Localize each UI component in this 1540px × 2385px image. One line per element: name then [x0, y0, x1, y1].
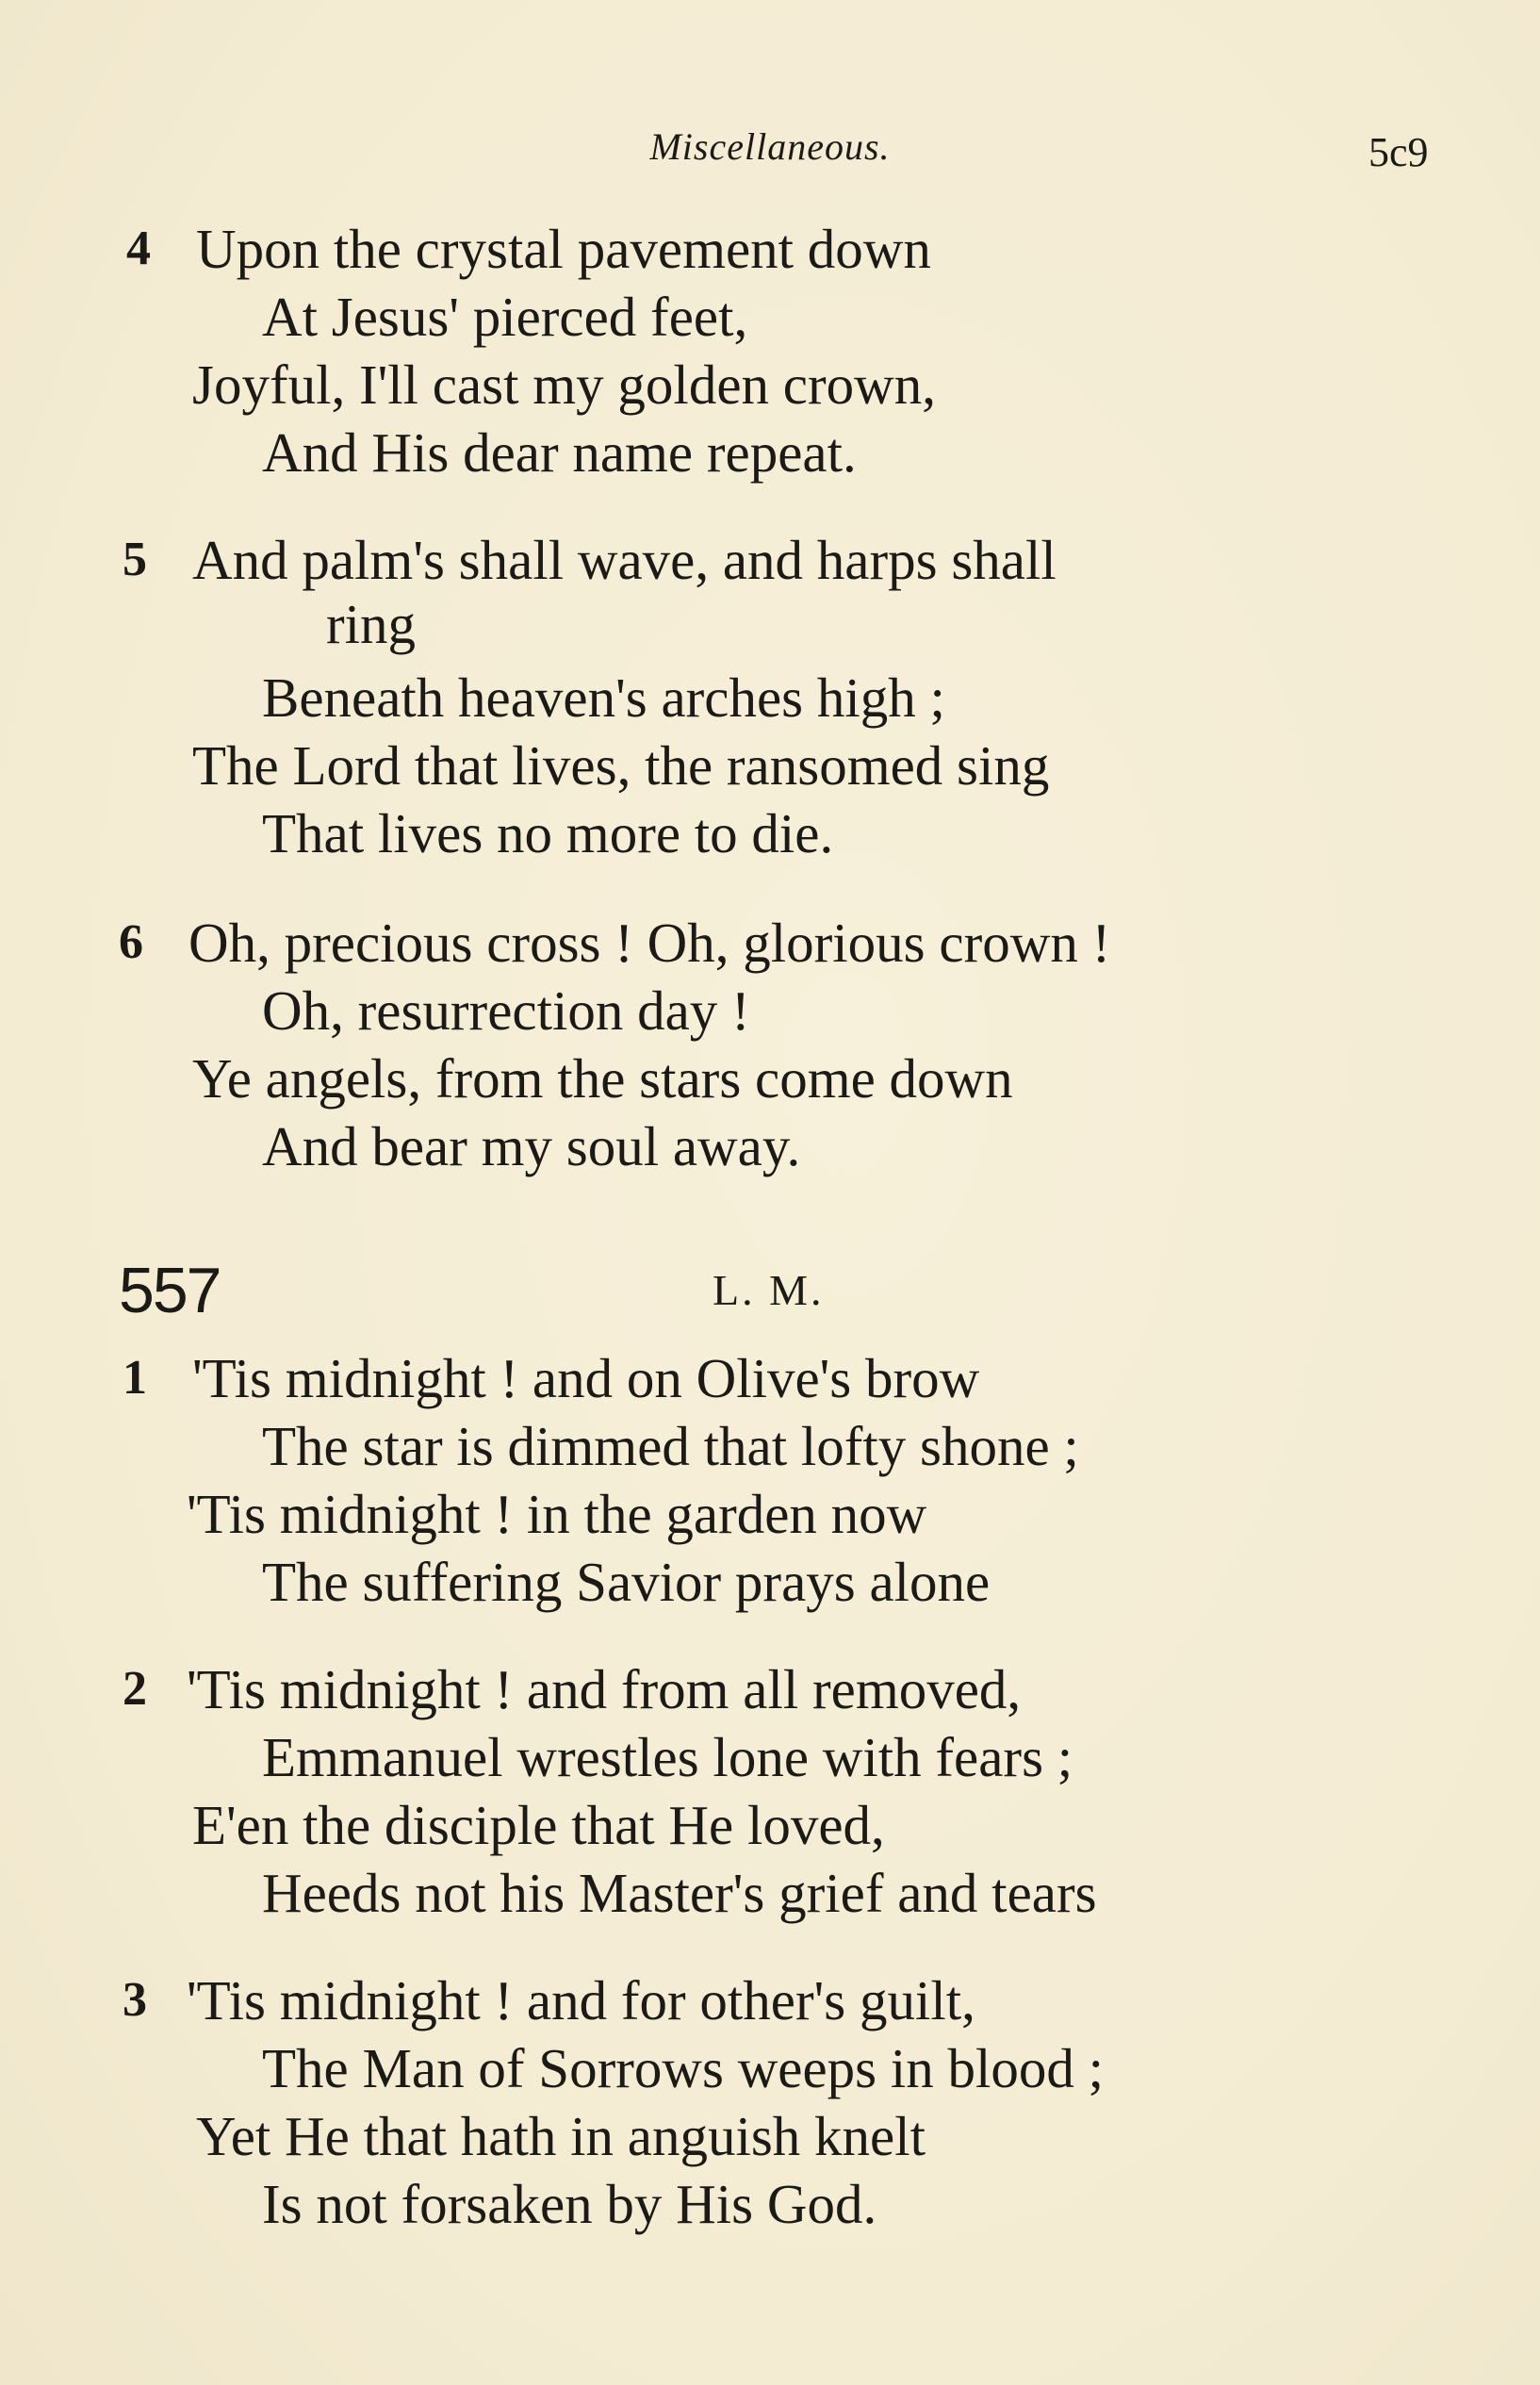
hymn-number: 557 — [119, 1255, 221, 1326]
verse-line: Is not forsaken by His God. — [262, 2173, 877, 2235]
verse-line: That lives no more to die. — [262, 802, 834, 864]
verse-line: Emmanuel wrestles lone with fears ; — [262, 1726, 1073, 1788]
verse-line: Heeds not his Master's grief and tears — [262, 1862, 1097, 1924]
verse-line: And bear my soul away. — [262, 1115, 801, 1177]
verse-line: Beneath heaven's arches high ; — [262, 666, 945, 729]
stanza-number: 2 — [123, 1662, 147, 1716]
verse-line: 'Tis midnight ! and from all removed, — [187, 1658, 1022, 1720]
stanza-number: 3 — [123, 1973, 147, 2027]
verse-line: And palm's shall wave, and harps shall — [192, 529, 1057, 591]
verse-line: 'Tis midnight ! and on Olive's brow — [192, 1347, 980, 1409]
verse-line: The Lord that lives, the ransomed sing — [192, 734, 1050, 797]
verse-line: 'Tis midnight ! and for other's guilt, — [187, 1969, 975, 2031]
verse-line: 'Tis midnight ! in the garden now — [187, 1483, 927, 1545]
hymn-meter: L. M. — [713, 1266, 825, 1314]
stanza-number: 6 — [119, 915, 143, 969]
running-head: Miscellaneous. — [649, 125, 891, 168]
verse-line: Joyful, I'll cast my golden crown, — [192, 354, 936, 416]
stanza-number: 1 — [123, 1351, 147, 1405]
verse-line: Oh, resurrection day ! — [262, 979, 750, 1042]
verse-line: The suffering Savior prays alone — [262, 1551, 991, 1613]
verse-line: Yet He that hath in anguish knelt — [196, 2105, 926, 2167]
verse-line: The star is dimmed that lofty shone ; — [262, 1415, 1079, 1477]
verse-line: Ye angels, from the stars come down — [192, 1047, 1013, 1110]
verse-line: Oh, precious cross ! Oh, glorious crown ! — [188, 912, 1111, 974]
verse-line: The Man of Sorrows weeps in blood ; — [262, 2037, 1105, 2099]
verse-line: Upon the crystal pavement down — [196, 218, 931, 280]
page-number: 5c9 — [1368, 129, 1429, 175]
verse-line: ring — [326, 593, 417, 655]
verse-line: And His dear name repeat. — [262, 421, 857, 484]
stanza-number: 4 — [126, 222, 151, 275]
verse-line: E'en the disciple that He loved, — [192, 1794, 885, 1856]
stanza-number: 5 — [123, 533, 147, 586]
verse-line: At Jesus' pierced feet, — [262, 286, 748, 348]
